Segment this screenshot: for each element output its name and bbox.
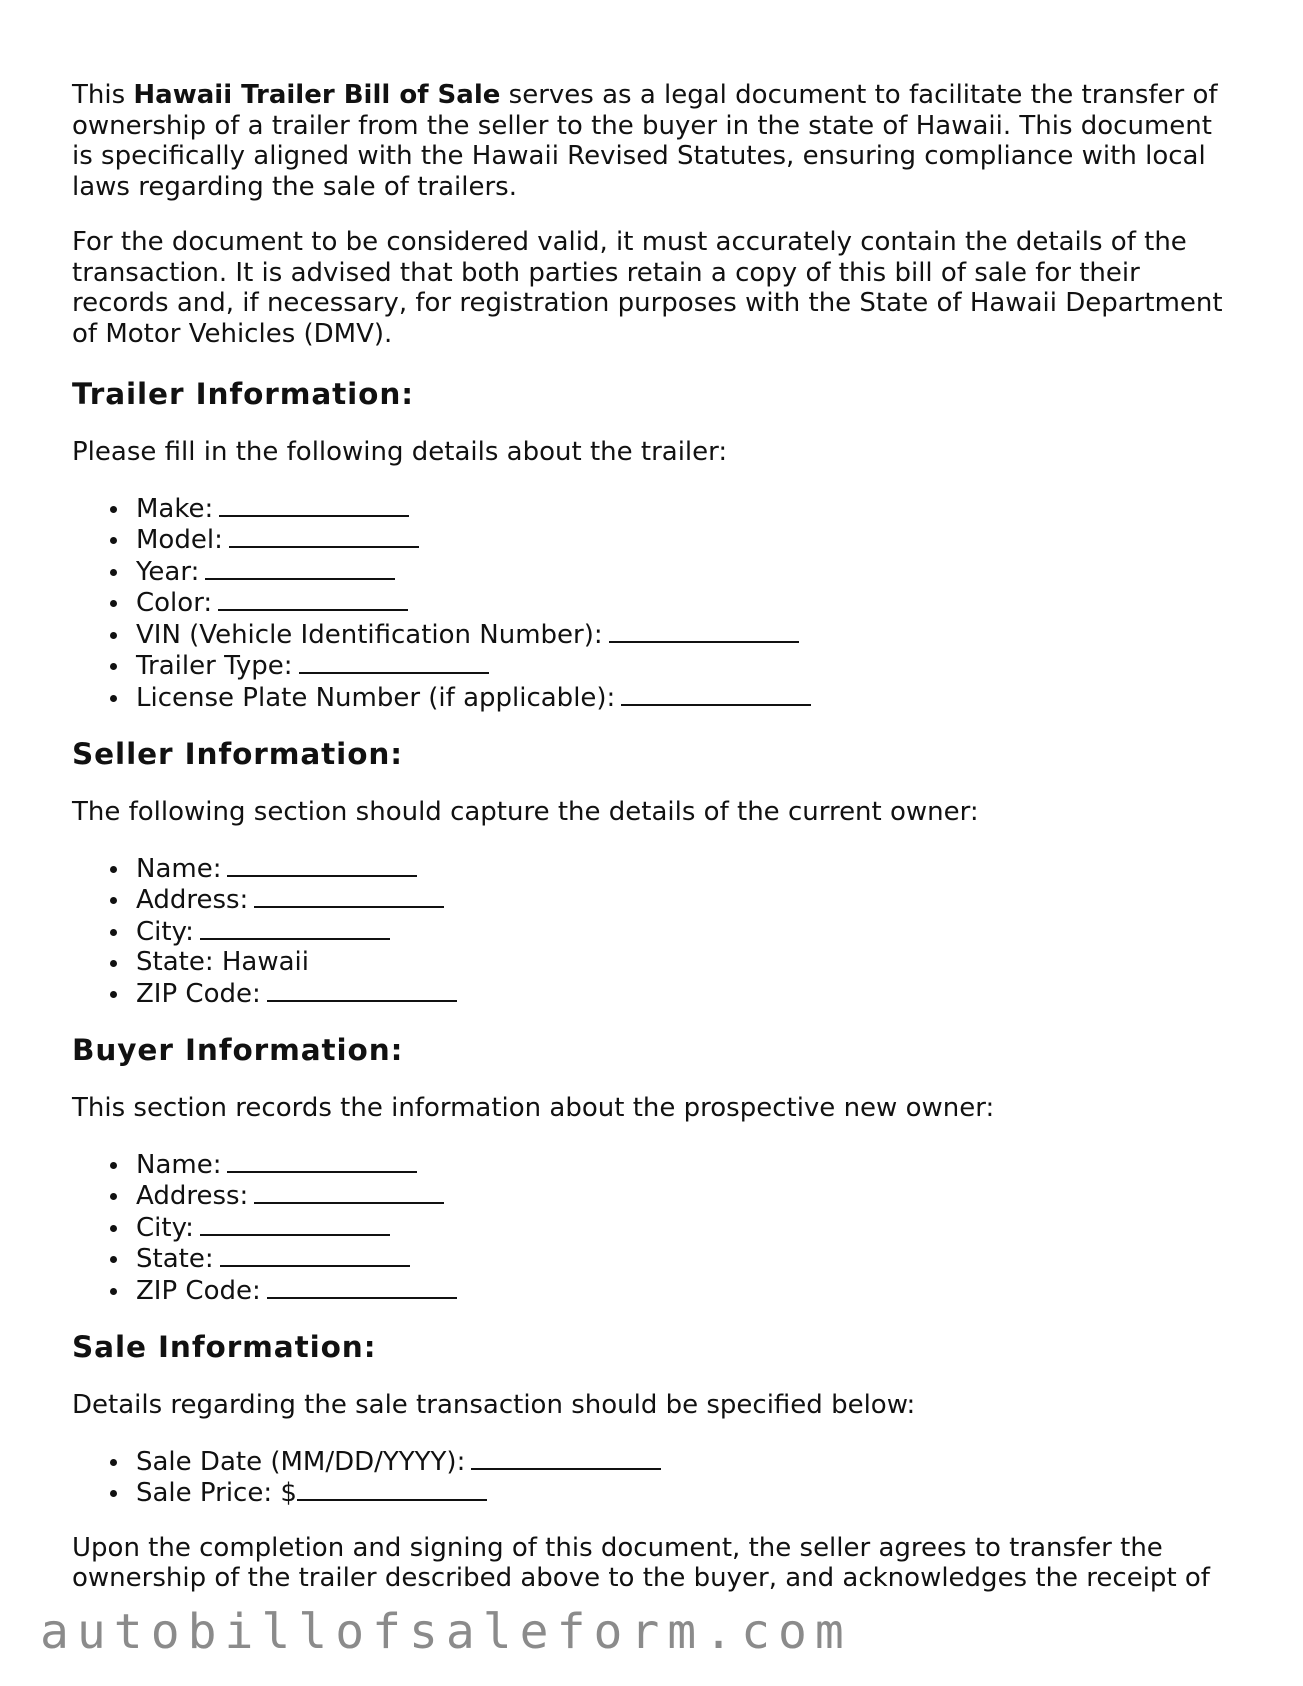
license-plate-field[interactable]	[621, 682, 811, 706]
trailer-fields-list	[72, 493, 1232, 714]
list-item: ZIP Code:	[136, 978, 1232, 1010]
document-page	[72, 80, 1232, 1619]
buyer-info-heading: Buyer Information:	[72, 1033, 404, 1067]
buyer-zip-field[interactable]	[267, 1275, 457, 1299]
list-item: State: Hawaii	[136, 947, 1232, 978]
list-item: Color:	[136, 587, 1232, 619]
list-item: License Plate Number (if applicable):	[136, 682, 1232, 714]
list-item: ZIP Code:	[136, 1275, 1232, 1307]
document-title-bold: Hawaii Trailer Bill of Sale	[133, 80, 501, 110]
list-item: Name:	[136, 1149, 1232, 1181]
list-item: City:	[136, 1212, 1232, 1244]
seller-name-field[interactable]	[227, 853, 417, 877]
list-item: Trailer Type:	[136, 650, 1232, 682]
list-item: Address:	[136, 1180, 1232, 1212]
trailer-type-field[interactable]	[299, 650, 489, 674]
color-field[interactable]	[218, 587, 408, 611]
sale-fields-list	[72, 1446, 1232, 1509]
model-field[interactable]	[229, 524, 419, 548]
seller-zip-field[interactable]	[267, 978, 457, 1002]
list-item: State:	[136, 1243, 1232, 1275]
seller-fields-list	[72, 853, 1232, 1010]
seller-info-description: The following section should capture the details of the current owner:	[72, 797, 979, 827]
watermark: autobillofsaleform.com	[40, 1604, 852, 1660]
list-item: Make:	[136, 493, 1232, 525]
sale-info-description: Details regarding the sale transaction should be specified below:	[72, 1390, 916, 1420]
list-item: Name:	[136, 853, 1232, 885]
buyer-city-field[interactable]	[200, 1212, 390, 1236]
list-item: City:	[136, 916, 1232, 948]
trailer-info-heading: Trailer Information:	[72, 377, 414, 411]
buyer-info-description: This section records the information about the prospective new owner:	[72, 1093, 995, 1123]
list-item: Sale Date (MM/DD/YYYY):	[136, 1446, 1232, 1478]
list-item: VIN (Vehicle Identification Number):	[136, 619, 1232, 651]
seller-city-field[interactable]	[200, 916, 390, 940]
sale-info-heading: Sale Information:	[72, 1330, 377, 1364]
buyer-fields-list	[72, 1149, 1232, 1307]
list-item: Sale Price: $	[136, 1477, 1232, 1509]
list-item: Year:	[136, 556, 1232, 588]
buyer-name-field[interactable]	[227, 1149, 417, 1173]
vin-field[interactable]	[609, 619, 799, 643]
sale-date-field[interactable]	[471, 1446, 661, 1470]
trailer-info-description: Please fill in the following details about the trailer:	[72, 437, 728, 467]
seller-address-field[interactable]	[254, 884, 444, 908]
intro-paragraph-2: For the document to be considered valid, it must accurately contain the details of the transaction. It is advised that both parties retain a copy of this bill of sale for their records and, if necessary, for registration purposes with the State of Hawaii Department of Motor Vehicles (DMV).	[72, 227, 1223, 349]
sale-price-field[interactable]	[297, 1477, 487, 1501]
seller-info-heading: Seller Information:	[72, 737, 403, 771]
year-field[interactable]	[205, 556, 395, 580]
buyer-address-field[interactable]	[254, 1180, 444, 1204]
closing-paragraph: Upon the completion and signing of this document, the seller agrees to transfer the ownership of the trailer described above to the buyer, and acknowledges the receipt of	[72, 1532, 1210, 1593]
list-item: Model:	[136, 524, 1232, 556]
intro-paragraph-1: This Hawaii Trailer Bill of Sale serves as a legal document to facilitate the transfer of ownership of a trailer from the seller to the buyer in the state of Hawaii. This document is specifically aligned with the Hawaii Revised Statutes, ensuring compliance with local laws regarding the sale of trailers.	[72, 80, 1218, 202]
list-item: Address:	[136, 884, 1232, 916]
buyer-state-field[interactable]	[220, 1243, 410, 1267]
make-field[interactable]	[219, 493, 409, 517]
